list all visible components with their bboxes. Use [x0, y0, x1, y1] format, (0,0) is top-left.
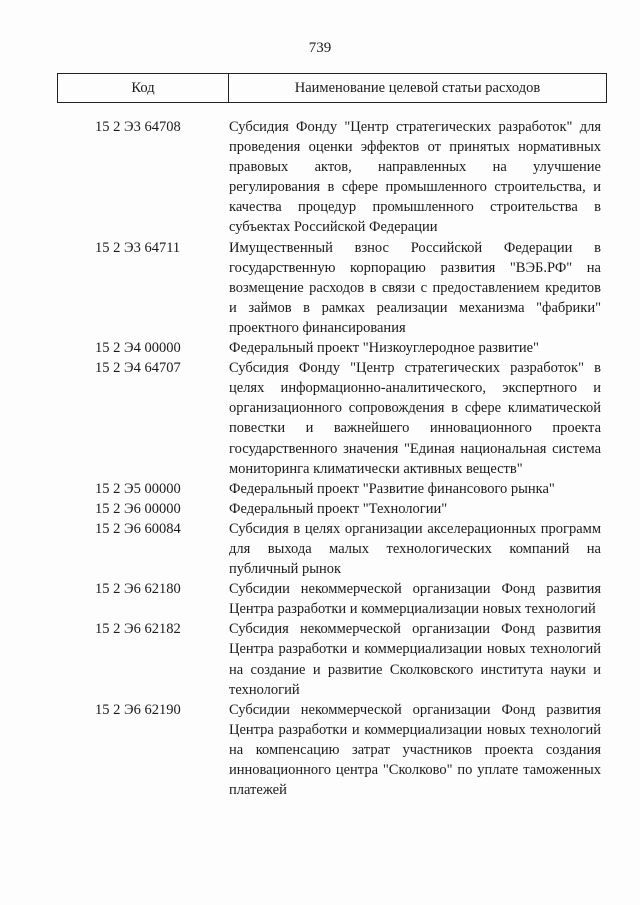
row-code: 15 2 Э6 62182: [95, 621, 181, 638]
row-code: 15 2 Э6 00000: [95, 500, 181, 517]
name-column-header: Наименование целевой статьи расходов: [294, 79, 541, 96]
table-row: [0, 619, 640, 699]
table-row: [0, 358, 640, 479]
row-name: Субсидия Фонду "Центр стратегических разработок" для проведения оценки эффектов от принятых нормативных правовых актов, направленных на улучшение регулирования в сфере промышленного строительства, и качества процедур промышленного строительства в субъектах Российской Федерации: [229, 119, 601, 236]
table-row: [0, 479, 640, 499]
row-name: Субсидия в целях организации акселерационных программ для выхода малых технологических компаний на публичный рынок: [229, 520, 601, 578]
table-row: [0, 499, 640, 519]
table-row: [0, 700, 640, 800]
table-body: [0, 117, 640, 800]
row-name: Субсидии некоммерческой организации Фонд развития Центра разработки и коммерциализации новых технологий: [229, 581, 601, 618]
row-code: 15 2 Э4 00000: [95, 340, 181, 357]
table-row: [0, 338, 640, 358]
row-name: Субсидия Фонду "Центр стратегических разработок" в целях информационно-аналитического, экспертного и организационного сопровождения в сфере климатической повестки и важнейшего инновационного проекта государственного значения "Единая национальная система мониторинга климатически активных веществ": [229, 360, 601, 477]
row-code: 15 2 Э6 60084: [95, 520, 181, 537]
row-code: 15 2 Э6 62190: [95, 701, 181, 718]
table-row: [0, 519, 640, 579]
row-code: 15 2 Э6 62180: [95, 581, 181, 598]
row-name: Федеральный проект "Низкоуглеродное развитие": [229, 340, 539, 357]
row-code: 15 2 Э4 64707: [95, 360, 181, 377]
table-row: [0, 579, 640, 619]
row-name: Субсидия некоммерческой организации Фонд развития Центра разработки и коммерциализации новых технологий на создание и развитие Сколковского института науки и технологий: [229, 621, 601, 698]
table-header: [57, 73, 607, 103]
row-name: Имущественный взнос Российской Федерации в государственную корпорацию развития "ВЭБ.РФ" на возмещение расходов в связи с предоставлением кредитов и займов в рамках реализации механизма "фабрики" проектного финансирования: [229, 239, 601, 336]
row-name: Федеральный проект "Технологии": [229, 500, 448, 517]
row-code: 15 2 Э3 64711: [95, 239, 181, 256]
code-column-header: Код: [58, 74, 229, 102]
row-code: 15 2 Э3 64708: [95, 119, 181, 135]
row-name: Федеральный проект "Развитие финансового рынка": [229, 480, 555, 497]
table-row: [0, 117, 640, 238]
table-row: [0, 238, 640, 338]
row-name: Субсидии некоммерческой организации Фонд развития Центра разработки и коммерциализации новых технологий на компенсацию затрат участников проекта создания инновационного центра "Сколково" по уплате таможенных платежей: [229, 701, 601, 799]
row-code: 15 2 Э5 00000: [95, 480, 181, 497]
page-number: 739: [308, 40, 332, 56]
